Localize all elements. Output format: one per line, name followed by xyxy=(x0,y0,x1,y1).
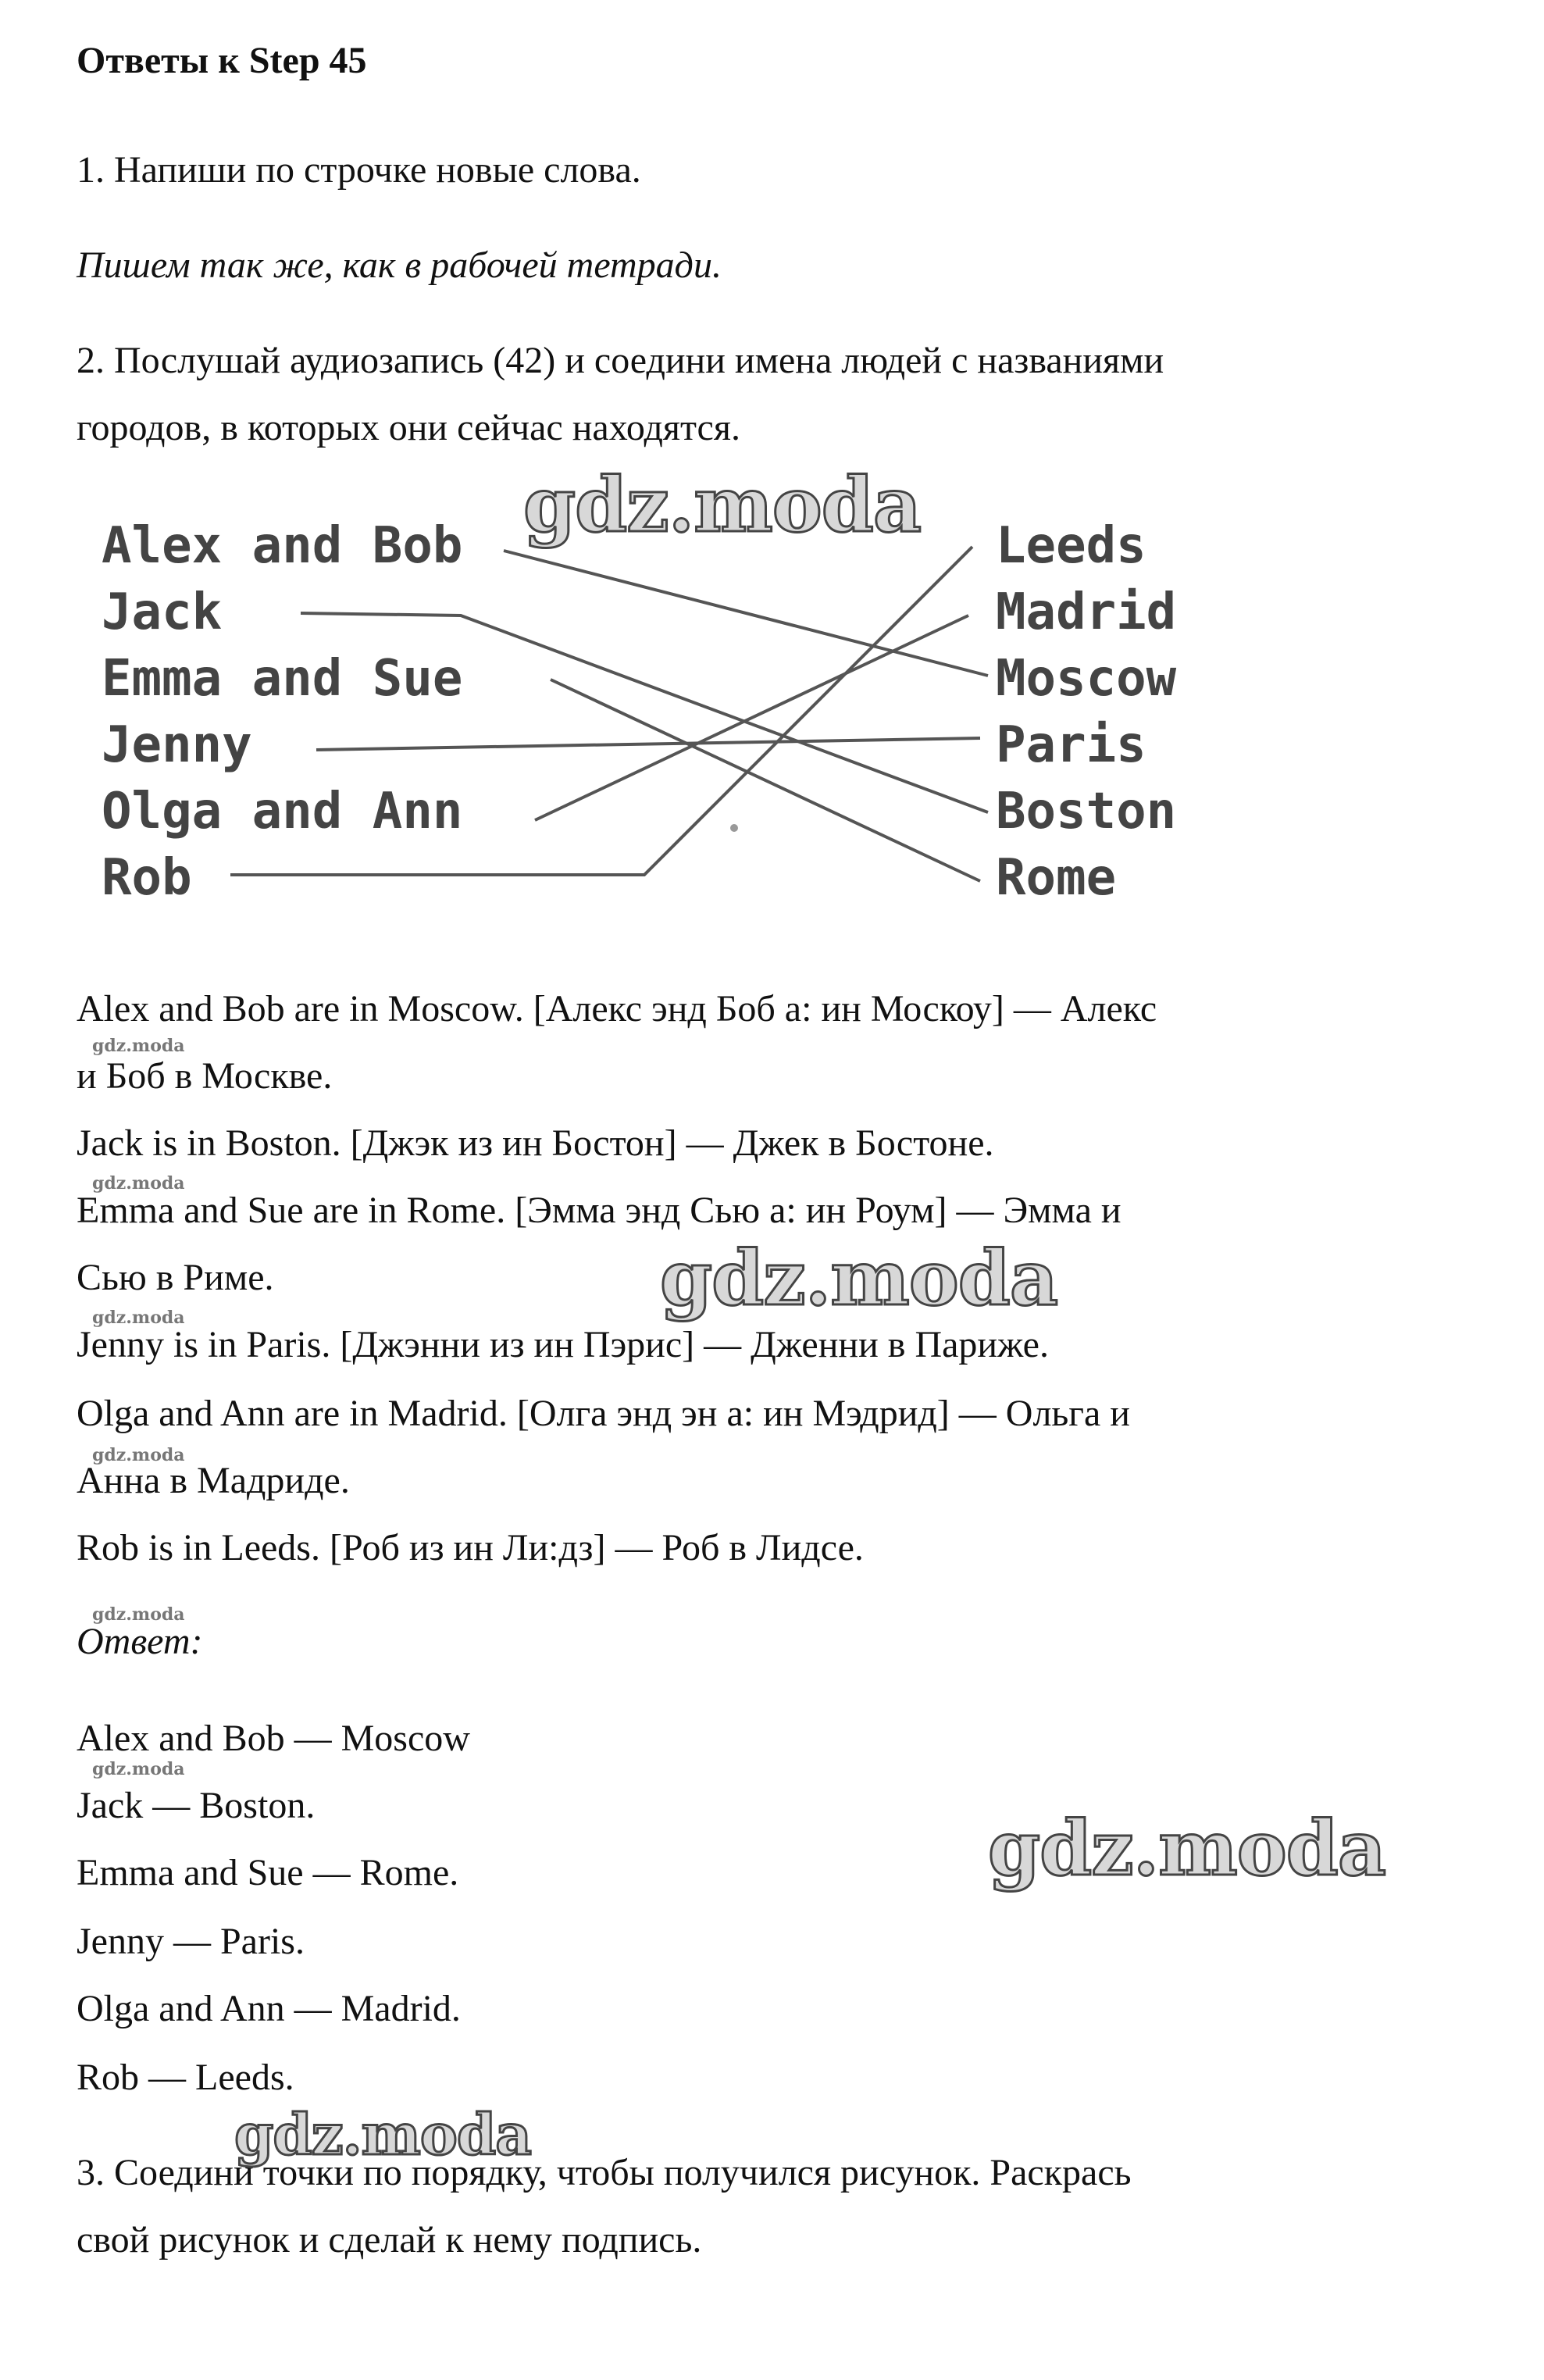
diagram-city-rome: Rome xyxy=(996,849,1117,907)
watermark-logo: gdz.moda xyxy=(988,1804,1386,1893)
diagram-name-olga-and-ann: Olga and Ann xyxy=(102,783,463,840)
answer-line: Jenny — Paris. xyxy=(77,1921,305,1962)
line-jenny-paris xyxy=(316,738,980,750)
answer-line: Jack — Boston. xyxy=(77,1785,316,1826)
diagram-name-emma-and-sue: Emma and Sue xyxy=(102,650,463,708)
answer-label: Ответ: xyxy=(77,1621,203,1662)
task2-heading-line2: городов, в которых они сейчас находятся. xyxy=(77,407,740,448)
diagram-city-leeds: Leeds xyxy=(996,517,1146,575)
answer-line: Alex and Bob — Moscow xyxy=(77,1718,470,1759)
task3-heading-line2: свой рисунок и сделай к нему подпись. xyxy=(77,2219,702,2260)
sentence-olga: Olga and Ann are in Madrid. [Олга энд эн а: ин Мэдрид] — Ольга и xyxy=(77,1393,1130,1434)
page-title: Ответы к Step 45 xyxy=(77,40,367,81)
diagram-name-alex-and-bob: Alex and Bob xyxy=(102,517,463,575)
diagram-name-rob: Rob xyxy=(102,849,192,907)
watermark-small: gdz.moda xyxy=(92,1036,185,1056)
sentence-emma-cont: Сью в Риме. xyxy=(77,1257,274,1298)
diagram-city-madrid: Madrid xyxy=(996,583,1177,641)
sentence-jack: Jack is in Boston. [Джэк из ин Бостон] — Джек в Бостоне. xyxy=(77,1122,994,1164)
sentence-rob: Rob is in Leeds. [Роб из ин Ли:дз] — Роб в Лидсе. xyxy=(77,1527,864,1568)
sentence-alex: Alex and Bob are in Moscow. [Алекс энд Боб а: ин Москоу] — Алекс xyxy=(77,988,1157,1029)
scan-speck xyxy=(730,824,738,832)
watermark-small: gdz.moda xyxy=(92,1308,185,1328)
diagram-name-jack: Jack xyxy=(102,583,223,641)
task1-note: Пишем так же, как в рабочей тетради. xyxy=(77,244,722,286)
task3-heading-line1: 3. Соедини точки по порядку, чтобы получился рисунок. Раскрась xyxy=(77,2152,1132,2193)
answer-line: Olga and Ann — Madrid. xyxy=(77,1988,461,2029)
diagram-city-boston: Boston xyxy=(996,783,1177,840)
watermark-small: gdz.moda xyxy=(92,1604,185,1625)
watermark-small: gdz.moda xyxy=(92,1759,185,1779)
watermark-logo: gdz.moda xyxy=(660,1234,1058,1322)
diagram-city-moscow: Moscow xyxy=(996,650,1177,708)
diagram-name-jenny: Jenny xyxy=(102,716,252,774)
watermark-small: gdz.moda xyxy=(92,1173,185,1194)
diagram-city-paris: Paris xyxy=(996,716,1146,774)
watermark-logo: gdz.moda xyxy=(234,2101,531,2168)
sentence-emma: Emma and Sue are in Rome. [Эмма энд Сью а: ин Роум] — Эмма и xyxy=(77,1190,1121,1231)
watermark-logo: gdz.moda xyxy=(523,461,922,549)
sentence-jenny: Jenny is in Paris. [Джэнни из ин Пэрис] — Дженни в Париже. xyxy=(77,1324,1049,1365)
watermark-small: gdz.moda xyxy=(92,1445,185,1465)
task1-heading: 1. Напиши по строчке новые слова. xyxy=(77,149,641,191)
sentence-alex-cont: и Боб в Москве. xyxy=(77,1055,333,1097)
line-olga-madrid xyxy=(535,616,968,820)
answer-line: Rob — Leeds. xyxy=(77,2057,294,2098)
line-alex-moscow xyxy=(504,551,988,676)
sentence-olga-cont: Анна в Мадриде. xyxy=(77,1460,350,1501)
answer-line: Emma and Sue — Rome. xyxy=(77,1852,459,1893)
task2-heading-line1: 2. Послушай аудиозапись (42) и соедини имена людей с названиями xyxy=(77,340,1164,381)
